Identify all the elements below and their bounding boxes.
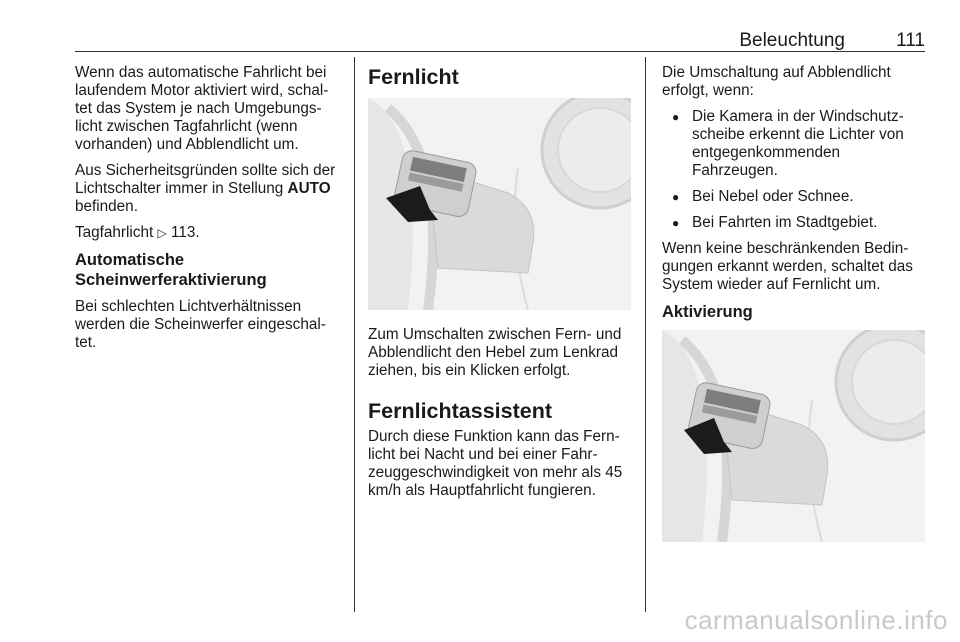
list-item: ● Bei Fahrten im Stadtgebiet. <box>662 214 927 232</box>
column-1 <box>75 64 343 360</box>
ref-page: 113. <box>170 224 200 241</box>
column-3 <box>662 64 927 542</box>
paragraph: Wenn das automatische Fahrlicht bei laufendem Motor aktiviert wird, schal-tet das System je nach Umgebungs-licht zwischen Tagfahrlicht (wenn vorhanden) und Abblendlicht um. <box>75 64 329 153</box>
section-heading: Fernlicht <box>368 65 459 89</box>
bullet-list <box>662 108 927 232</box>
paragraph: Bei schlechten Lichtverhältnissen werden die Scheinwerfer eingeschal-tet. <box>75 298 326 351</box>
column-2 <box>368 64 633 508</box>
page-number: 111 <box>896 30 925 51</box>
section-title: Beleuchtung <box>739 30 845 51</box>
list-item: ● Bei Nebel oder Schnee. <box>662 188 927 206</box>
list-item: ● Die Kamera in der Windschutz-scheibe erkennt die Lichter von entgegenkommenden Fahrzeugen. <box>662 108 927 180</box>
column-divider <box>354 57 355 612</box>
page-header <box>75 24 925 52</box>
paragraph: Die Umschaltung auf Abblendlicht erfolgt, wenn: <box>662 64 891 99</box>
ref-arrow-icon: ▷ <box>157 226 167 240</box>
figure-headlight-stalk <box>368 98 631 310</box>
text: Aus Sicherheitsgründen sollte sich der Lichtschalter immer in Stellung <box>75 162 336 197</box>
section-heading: Aktivierung <box>662 303 753 321</box>
paragraph: Wenn keine beschränkenden Bedin-gungen erkannt werden, schaltet das System wieder auf Fernlicht um. <box>662 240 913 293</box>
watermark: carmanualsonline.info <box>684 605 948 635</box>
figure-caption: Zum Umschalten zwischen Fern- und Abblendlicht den Hebel zum Lenkrad ziehen, bis ein Klicken erfolgt. <box>368 326 622 379</box>
text: befinden. <box>75 198 138 215</box>
section-heading: Fernlichtassistent <box>368 399 552 423</box>
headlight-stalk-illustration-icon <box>368 98 631 310</box>
cross-reference <box>75 224 343 242</box>
header-rule <box>75 51 925 52</box>
paragraph: Durch diese Funktion kann das Fern-licht bei Nacht und bei einer Fahr-zeuggeschwindigkeit von mehr als 45 km/h als Hauptfahrlicht fungieren. <box>368 428 623 499</box>
column-divider <box>645 57 646 612</box>
auto-label: AUTO <box>287 180 331 197</box>
ref-text: Tagfahrlicht <box>75 224 154 241</box>
figure-headlight-stalk <box>662 330 925 542</box>
headlight-stalk-illustration-icon <box>662 330 925 542</box>
paragraph <box>75 162 343 216</box>
section-heading: Automatische Scheinwerferaktivierung <box>75 251 267 289</box>
